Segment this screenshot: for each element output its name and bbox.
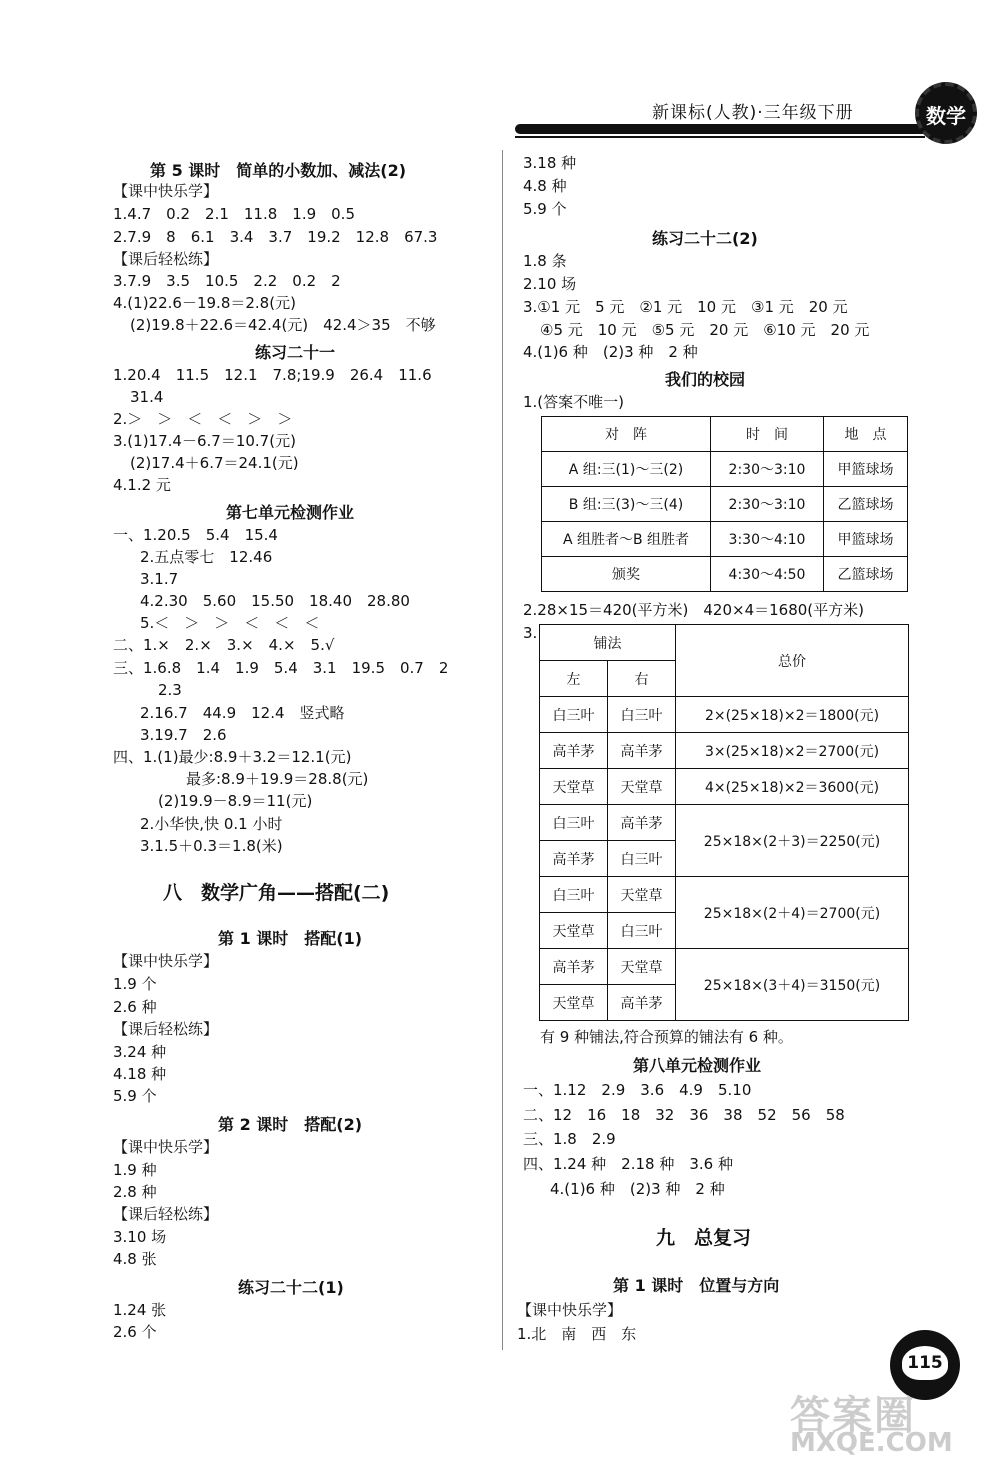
answer-line: 最多:8.9＋19.9＝28.8(元) [186,770,369,788]
unit-title: 八 数学广角——搭配(二) [163,882,390,904]
answer-line: (2)19.8＋22.6＝42.4(元) 42.4＞35 不够 [130,316,436,334]
table-cell: 甲篮球场 [824,522,908,557]
answer-line: 一、1.20.5 5.4 15.4 [113,526,278,544]
answer-line: (2)19.9－8.9＝11(元) [158,792,313,810]
answer-line: 2.五点零七 12.46 [140,548,273,566]
answer-line: 3.1.5＋0.3＝1.8(米) [140,837,283,855]
answer-line: ④5 元 10 元 ⑤5 元 20 元 ⑥10 元 20 元 [540,321,870,339]
table-cell: 乙篮球场 [824,557,908,592]
schedule-table [541,416,908,592]
answer-line: 1.24 张 [113,1301,167,1319]
answer-line: 有 9 种铺法,符合预算的铺法有 6 种。 [540,1028,793,1046]
sub-heading: 【课中快乐学】 [113,182,219,200]
answer-line: 3.24 种 [113,1043,167,1061]
table-cell: 3×(25×18)×2＝2700(元) [676,733,909,769]
table-cell: 高羊茅 [540,733,608,769]
table-cell: 白三叶 [540,697,608,733]
header-rule [515,124,925,134]
table-cell: 25×18×(2＋3)＝2250(元) [676,805,909,877]
sub-heading: 【课后轻松练】 [113,250,219,268]
answer-line: 2.6 种 [113,998,157,1016]
answer-line: 3.10 场 [113,1228,167,1246]
watermark-logo: 答案圈 [790,1393,916,1439]
section-title: 第 5 课时 简单的小数加、减法(2) [150,161,407,180]
answer-line: 3.①1 元 5 元 ②1 元 10 元 ③1 元 20 元 [523,298,848,316]
answer-line: 三、1.6.8 1.4 1.9 5.4 3.1 19.5 0.7 2 [113,659,449,677]
table-header: 右 [608,661,676,697]
table-cell: 4×(25×18)×2＝3600(元) [676,769,909,805]
answer-line: 4.(1)22.6－19.8＝2.8(元) [113,294,296,312]
answer-line: 2.＞ ＞ ＜ ＜ ＞ ＞ [113,410,293,428]
answer-line: 2.10 场 [523,275,577,293]
table-cell: 高羊茅 [608,805,676,841]
answer-line: 2.小华快,快 0.1 小时 [140,815,283,833]
sub-heading: 【课后轻松练】 [113,1205,219,1223]
table-header: 时 间 [711,417,824,452]
table-cell: 高羊茅 [608,733,676,769]
answer-line: 1.9 个 [113,975,157,993]
sub-heading: 【课中快乐学】 [113,952,219,970]
answer-line: 5.9 个 [523,200,567,218]
answer-line: 3.18 种 [523,154,577,172]
answer-line: 4.1.2 元 [113,476,171,494]
page-number: 115 [900,1344,950,1382]
answer-line: 2.16.7 44.9 12.4 竖式略 [140,704,345,722]
table-cell: B 组:三(3)～三(4) [542,487,711,522]
table-cell: 天堂草 [608,769,676,805]
answer-line: 四、1.(1)最少:8.9＋3.2＝12.1(元) [113,748,352,766]
table-cell: 天堂草 [540,913,608,949]
section-title: 第八单元检测作业 [633,1056,762,1075]
answer-line: 1.20.4 11.5 12.1 7.8;19.9 26.4 11.6 [113,366,432,384]
table-cell: 25×18×(2＋4)＝2700(元) [676,877,909,949]
answer-line: 4.8 张 [113,1250,157,1268]
section-title: 第 1 课时 搭配(1) [218,929,363,948]
table-cell: A 组胜者～B 组胜者 [542,522,711,557]
column-divider [502,150,503,1350]
answer-line: 2.6 个 [113,1323,157,1341]
answer-line: 2.28×15＝420(平方米) 420×4＝1680(平方米) [523,601,865,619]
answer-line: 一、1.12 2.9 3.6 4.9 5.10 [523,1081,752,1099]
table-cell: 白三叶 [608,841,676,877]
table-header: 铺法 [540,625,676,661]
answer-line: 5.9 个 [113,1087,157,1105]
planting-table [539,624,909,1021]
answer-line: 1.9 种 [113,1161,157,1179]
answer-line: 1.8 条 [523,252,567,270]
answer-line: 3.7.9 3.5 10.5 2.2 0.2 2 [113,272,341,290]
answer-line: 2.3 [158,681,182,699]
answer-line: 4.(1)6 种 (2)3 种 2 种 [523,343,698,361]
unit-title: 九 总复习 [656,1227,752,1249]
table-cell: A 组:三(1)～三(2) [542,452,711,487]
sub-heading: 【课中快乐学】 [517,1301,623,1319]
table-cell: 乙篮球场 [824,487,908,522]
table-cell: 白三叶 [608,697,676,733]
sub-heading: 【课中快乐学】 [113,1138,219,1156]
section-title: 第七单元检测作业 [226,503,355,522]
table-cell: 3:30～4:10 [711,522,824,557]
table-cell: 颁奖 [542,557,711,592]
book-title: 新课标(人教)·三年级下册 [652,103,854,123]
subject-badge-label: 数学 [926,104,966,128]
answer-line: 2.8 种 [113,1183,157,1201]
answer-line: 1.(答案不唯一) [523,393,625,411]
table-header: 地 点 [824,417,908,452]
table-cell: 2:30～3:10 [711,487,824,522]
answer-line: 二、12 16 18 32 36 38 52 56 58 [523,1106,845,1124]
answer-line: 三、1.8 2.9 [523,1130,616,1148]
table-cell: 白三叶 [608,913,676,949]
answer-line: 4.(1)6 种 (2)3 种 2 种 [550,1180,725,1198]
section-title: 第 2 课时 搭配(2) [218,1115,363,1134]
section-title: 练习二十一 [255,343,336,362]
answer-line: 四、1.24 种 2.18 种 3.6 种 [523,1155,733,1173]
answer-line: 4.2.30 5.60 15.50 18.40 28.80 [140,592,410,610]
answer-line: (2)17.4＋6.7＝24.1(元) [130,454,299,472]
answer-line: 二、1.× 2.× 3.× 4.× 5.√ [113,636,335,654]
sub-heading: 【课后轻松练】 [113,1020,219,1038]
answer-line: 5.＜ ＞ ＞ ＜ ＜ ＜ [140,614,320,632]
watermark-url: MXQE.COM [790,1428,953,1458]
table-header: 左 [540,661,608,697]
table-cell: 白三叶 [540,805,608,841]
table-cell: 高羊茅 [608,985,676,1021]
answer-line: 1.4.7 0.2 2.1 11.8 1.9 0.5 [113,205,355,223]
section-title: 练习二十二(1) [238,1278,344,1297]
answer-line: 4.18 种 [113,1065,167,1083]
table-cell: 25×18×(3＋4)＝3150(元) [676,949,909,1021]
answer-line: 3.19.7 2.6 [140,726,227,744]
table-cell: 白三叶 [540,877,608,913]
table-header: 总价 [676,625,909,697]
table-cell: 天堂草 [540,769,608,805]
answer-line: 2.7.9 8 6.1 3.4 3.7 19.2 12.8 67.3 [113,228,438,246]
answer-line: 4.8 种 [523,177,567,195]
table-cell: 甲篮球场 [824,452,908,487]
table-cell: 2:30～3:10 [711,452,824,487]
section-title: 练习二十二(2) [652,229,758,248]
table-cell: 2×(25×18)×2＝1800(元) [676,697,909,733]
answer-line: 3.(1)17.4－6.7＝10.7(元) [113,432,296,450]
answer-line: 31.4 [130,388,164,406]
table-cell: 4:30～4:50 [711,557,824,592]
section-title: 第 1 课时 位置与方向 [613,1276,780,1295]
answer-line: 1.北 南 西 东 [517,1325,637,1343]
table-cell: 高羊茅 [540,841,608,877]
table-cell: 天堂草 [608,949,676,985]
answer-line: 3.1.7 [140,570,179,588]
table-header: 对 阵 [542,417,711,452]
header-rule-thin [515,136,925,138]
answer-line: 3. [523,624,538,642]
table-cell: 天堂草 [608,877,676,913]
table-cell: 天堂草 [540,985,608,1021]
section-title: 我们的校园 [665,370,746,389]
table-cell: 高羊茅 [540,949,608,985]
